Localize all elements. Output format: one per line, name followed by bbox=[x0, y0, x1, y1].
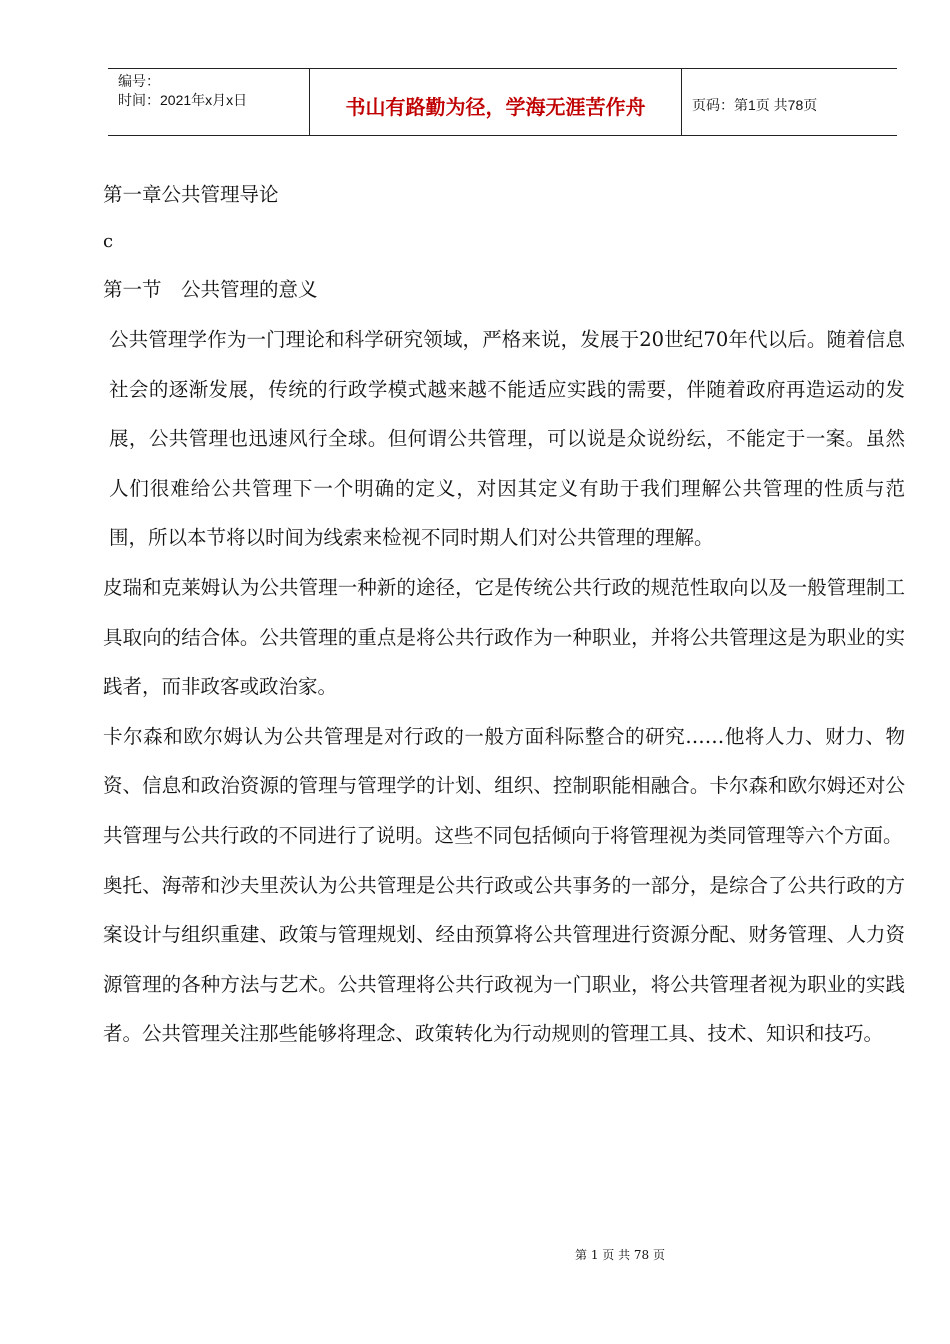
header-motto-cell bbox=[310, 69, 682, 135]
document-header bbox=[108, 68, 897, 136]
document-number-label: 编号： bbox=[118, 73, 160, 89]
body-paragraph: 卡尔森和欧尔姆认为公共管理是对行政的一般方面科际整合的研究……他将人力、财力、物资、信息和政治资源的管理与管理学的计划、组织、控制职能相融合。卡尔森和欧尔姆还对公共管理与公共行政的不同进行了说明。这些不同包括倾向于将管理视为类同管理等六个方面。 bbox=[103, 724, 905, 847]
header-motto: 书山有路勤为径，学海无涯苦作舟 bbox=[345, 94, 646, 119]
document-body bbox=[103, 170, 905, 1059]
section-title: 第一节 公共管理的意义 bbox=[103, 278, 318, 301]
header-meta-cell bbox=[108, 69, 310, 135]
chapter-title: 第一章公共管理导论 bbox=[103, 183, 279, 206]
stray-character: c bbox=[103, 231, 114, 252]
header-page-info: 页码：第1页 共78页 bbox=[692, 97, 818, 113]
body-paragraph: 皮瑞和克莱姆认为公共管理一种新的途径，它是传统公共行政的规范性取向以及一般管理制工具取向的结合体。公共管理的重点是将公共行政作为一种职业，并将公共管理这是为职业的实践者，而非政客或政治家。 bbox=[103, 575, 905, 699]
document-time-label: 时间：2021年x月x日 bbox=[118, 92, 248, 108]
body-paragraph: 公共管理学作为一门理论和科学研究领域，严格来说，发展于20世纪70年代以后。随着信息社会的逐渐发展，传统的行政学模式越来越不能适应实践的需要，伴随着政府再造运动的发展，公共管理也迅速风行全球。但何谓公共管理，可以说是众说纷纭，不能定于一案。虽然人们很难给公共管理下一个明确的定义，对因其定义有助于我们理解公共管理的性质与范围，所以本节将以时间为线索来检视不同时期人们对公共管理的理解。 bbox=[109, 328, 905, 550]
body-paragraph: 奥托、海蒂和沙夫里茨认为公共管理是公共行政或公共事务的一部分，是综合了公共行政的方案设计与组织重建、政策与管理规划、经由预算将公共管理进行资源分配、财务管理、人力资源管理的各种方法与艺术。公共管理将公共行政视为一门职业，将公共管理者视为职业的实践者。公共管理关注那些能够将理念、政策转化为行动规则的管理工具、技术、知识和技巧。 bbox=[103, 873, 905, 1046]
header-page-cell bbox=[682, 69, 897, 135]
page-footer: 第 1 页 共 78 页 bbox=[575, 1248, 665, 1262]
